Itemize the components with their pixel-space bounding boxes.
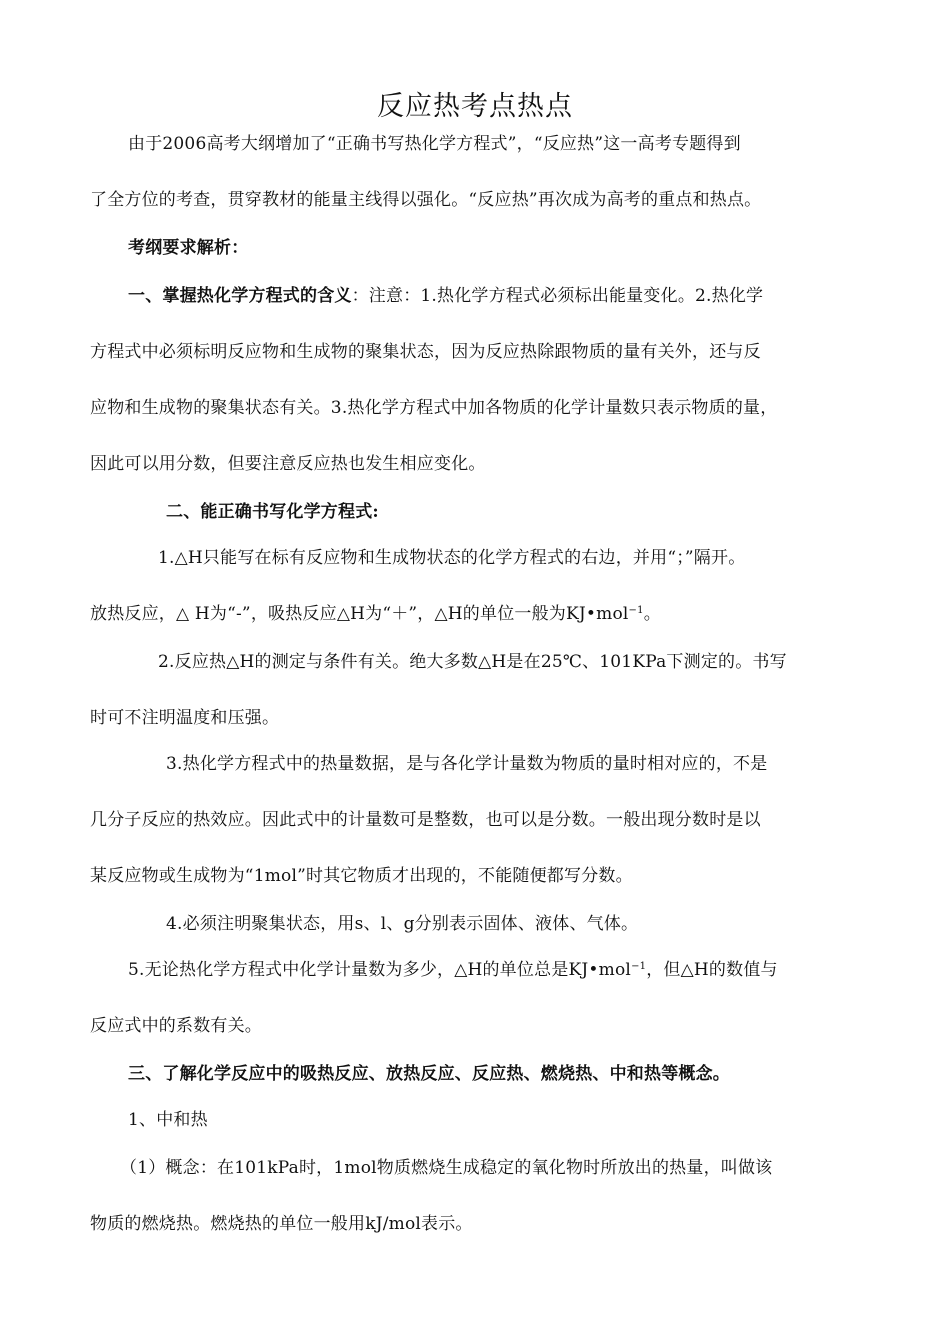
section2-p5-line1-a: 5.无论热化学方程式中化学计量数为多少，△H的单位总是KJ•mol [128, 960, 632, 980]
section2-p2-line-1: 2.反应热△H的测定与条件有关。绝大多数△H是在25℃、101KPa下测定的。书写 [158, 652, 787, 672]
section2-p5-line-1 [128, 958, 778, 982]
outline-heading: 考纲要求解析： [128, 238, 249, 258]
section2-p3-line-1: 3.热化学方程式中的热量数据，是与各化学计量数为物质的量时相对应的，不是 [166, 754, 768, 774]
section2-p4-line-1: 4.必须注明聚集状态，用s、l、g分别表示固体、液体、气体。 [166, 914, 639, 934]
section2-p1-line2-end: 。 [643, 604, 661, 624]
section3-item1-line-2: 物质的燃烧热。燃烧热的单位一般用kJ/mol表示。 [90, 1214, 473, 1234]
section1-line1-rest: ：注意：1.热化学方程式必须标出能量变化。2.热化学 [351, 286, 764, 306]
section3-heading: 三、了解化学反应中的吸热反应、放热反应、反应热、燃烧热、中和热等概念。 [128, 1064, 730, 1084]
section2-p5-line1-b: ，但△H的数值与 [646, 960, 778, 980]
section2-p3-line-3: 某反应物或生成物为“1mol”时其它物质才出现的，不能随便都写分数。 [90, 866, 633, 886]
unit-exponent-2: −1 [631, 961, 647, 972]
section2-p1-line-2 [90, 602, 661, 626]
intro-line-1: 由于2006高考大纲增加了“正确书写热化学方程式”，“反应热”这一高考专题得到 [128, 134, 741, 154]
section1-line-3: 应物和生成物的聚集状态有关。3.热化学方程式中加各物质的化学计量数只表示物质的量， [90, 398, 778, 418]
section2-p2-line-2: 时可不注明温度和压强。 [90, 708, 280, 728]
section2-p1-line2-text: 放热反应，△ H为“-”，吸热反应△H为“＋”，△H的单位一般为KJ•mol [90, 604, 629, 624]
intro-line-2: 了全方位的考查，贯穿教材的能量主线得以强化。“反应热”再次成为高考的重点和热点。 [90, 190, 762, 210]
unit-exponent: −1 [628, 605, 644, 616]
section2-p1-line-1: 1.△H只能写在标有反应物和生成物状态的化学方程式的右边，并用“；”隔开。 [158, 548, 746, 568]
page-title: 反应热考点热点 [377, 91, 573, 122]
section3-sub1: 1、中和热 [128, 1110, 208, 1130]
section2-heading: 二、能正确书写化学方程式: [166, 502, 379, 522]
section2-p5-line-2: 反应式中的系数有关。 [90, 1016, 262, 1036]
section2-p3-line-2: 几分子反应的热效应。因此式中的计量数可是整数，也可以是分数。一般出现分数时是以 [90, 810, 761, 830]
section1-heading: 一、掌握热化学方程式的含义 [128, 286, 352, 306]
section3-item1-line-1: （1）概念：在101kPa时，1mol物质燃烧生成稳定的氧化物时所放出的热量，叫做该 [120, 1158, 773, 1178]
section1-line-1 [128, 284, 763, 308]
section1-line-4: 因此可以用分数，但要注意反应热也发生相应变化。 [90, 454, 486, 474]
section1-line-2: 方程式中必须标明反应物和生成物的聚集状态，因为反应热除跟物质的量有关外，还与反 [90, 342, 761, 362]
